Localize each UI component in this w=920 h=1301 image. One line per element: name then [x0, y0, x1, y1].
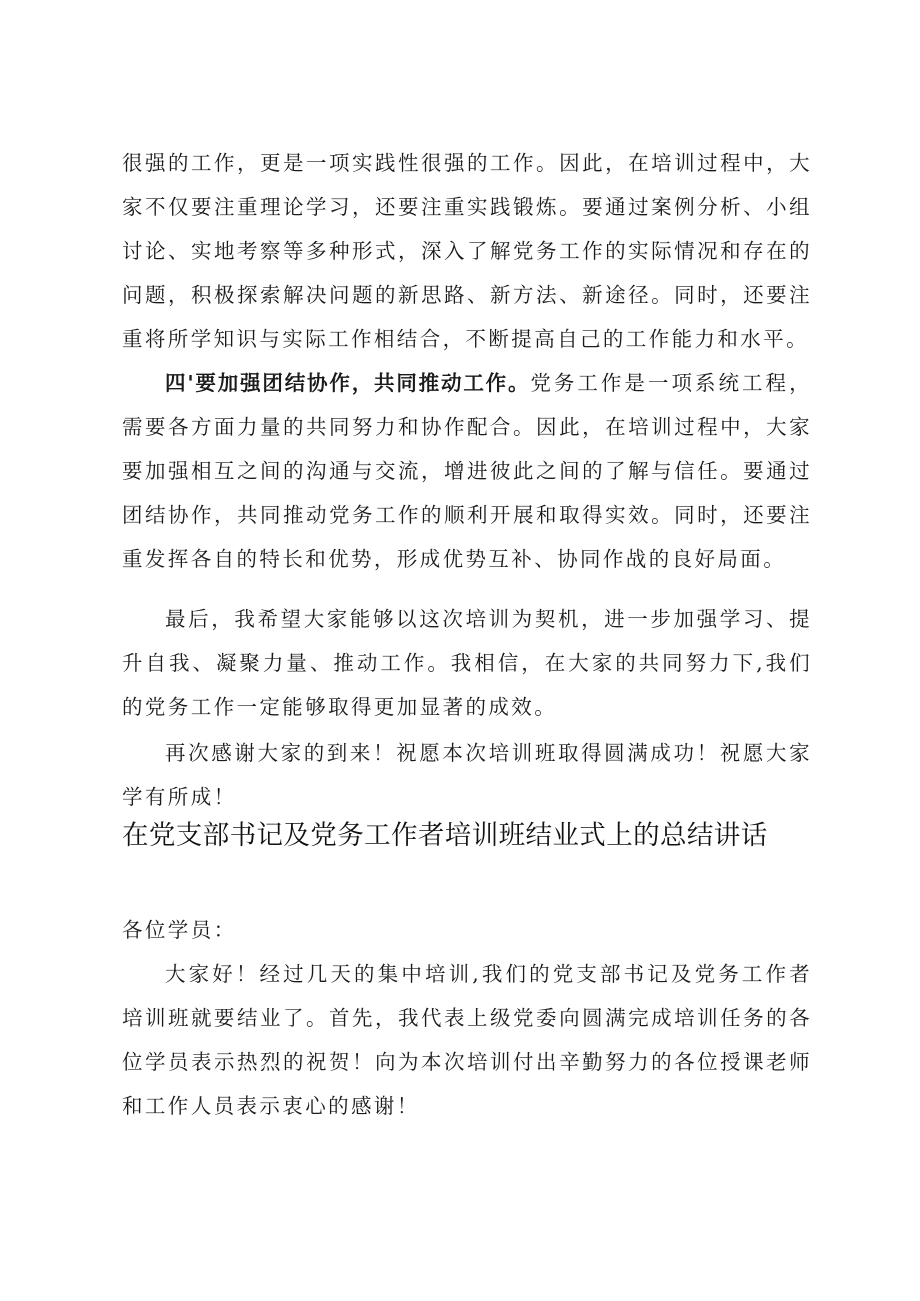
paragraph-thanks: 再次感谢大家的到来！祝愿本次培训班取得圆满成功！祝愿大家学有所成！ [122, 741, 812, 809]
paragraph-opening: 大家好！经过几天的集中培训,我们的党支部书记及党务工作者培训班就要结业了。首先，我代表上级党委向圆满完成培训任务的各位学员表示热烈的祝贺！向为本次培训付出辛勤努力的各位授课老师和工作人员表示衷心的感谢！ [122, 962, 812, 1118]
paragraph-practice: 很强的工作，更是一项实践性很强的工作。因此，在培训过程中，大家不仅要注重理论学习，还要注重实践锻炼。要通过案例分析、小组讨论、实地考察等多种形式，深入了解党务工作的实际情况和存在的问题，积极探索解决问题的新思路、新方法、新途径。同时，还要注重将所学知识与实际工作相结合，不断提高自己的工作能力和水平。 [122, 151, 812, 351]
paragraph-closing: 最后，我希望大家能够以这次培训为契机，进一步加强学习、提升自我、凝聚力量、推动工作。我相信，在大家的共同努力下,我们的党务工作一定能够取得更加显著的成效。 [122, 607, 812, 719]
salutation: 各位学员： [122, 918, 237, 942]
speech-title: 在党支部书记及党务工作者培训班结业式上的总结讲话 [122, 820, 768, 851]
paragraph-point-four [122, 361, 812, 581]
point-four-body: 党务工作是一项系统工程，需要各方面力量的共同努力和协作配合。因此，在培训过程中，大家要加强相互之间的沟通与交流，增进彼此之间的了解与信任。要通过团结协作，共同推动党务工作的顺利开展和取得实效。同时，还要注重发挥各自的特长和优势，形成优势互补、协同作战的良好局面。 [122, 371, 812, 571]
point-four-heading: 四'要加强团结协作，共同推动工作。 [165, 371, 531, 395]
